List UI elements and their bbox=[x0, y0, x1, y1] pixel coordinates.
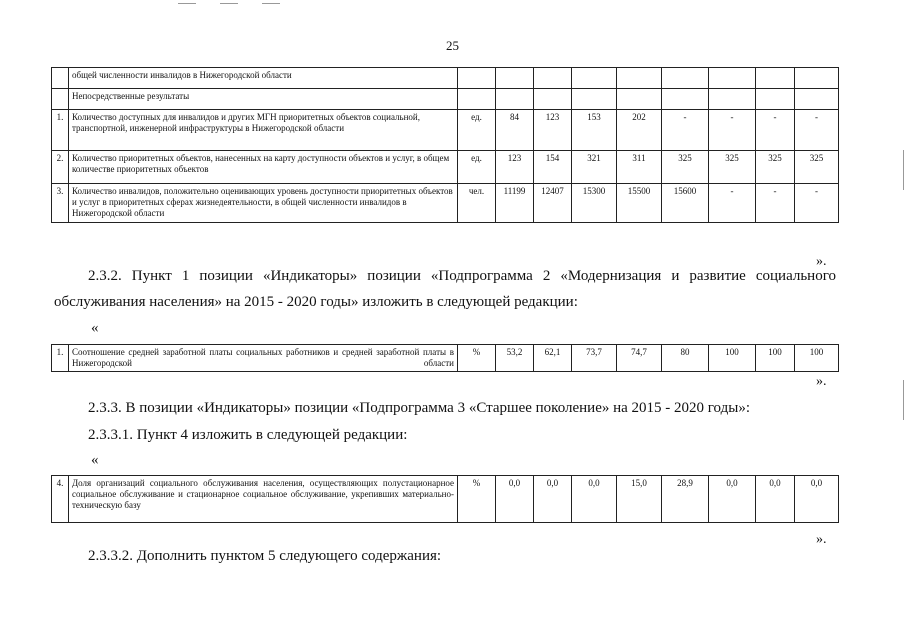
value-cell: 15600 bbox=[662, 184, 709, 223]
indicator-name: Количество инвалидов, положительно оценивающих уровень доступности приоритетных объектов и услуг в приоритетных сферах жизнедеятельности, в общей численности инвалидов в Нижегородской области bbox=[69, 184, 458, 223]
opening-quote: « bbox=[91, 320, 99, 336]
unit-cell: ед. bbox=[458, 151, 496, 184]
value-cell bbox=[496, 68, 534, 89]
value-cell: 74,7 bbox=[617, 345, 662, 372]
value-cell: 325 bbox=[709, 151, 756, 184]
value-cell: 15500 bbox=[617, 184, 662, 223]
closing-quote: ». bbox=[816, 374, 827, 389]
value-cell: 100 bbox=[756, 345, 795, 372]
value-cell: 0,0 bbox=[496, 476, 534, 523]
value-cell bbox=[617, 89, 662, 110]
value-cell: 123 bbox=[496, 151, 534, 184]
paragraph-2-3-2-line2: обслуживания населения» на 2015 - 2020 годы» изложить в следующей редакции: bbox=[54, 294, 578, 310]
indicators-table-3 bbox=[51, 475, 839, 523]
scan-mark bbox=[903, 150, 904, 190]
table-row bbox=[52, 345, 839, 372]
paragraph-2-3-3-2: 2.3.3.2. Дополнить пунктом 5 следующего содержания: bbox=[88, 548, 442, 564]
row-number: 1. bbox=[52, 110, 69, 151]
indicator-name: Соотношение средней заработной платы социальных работников и средней заработной платы в Нижегородской области bbox=[69, 345, 458, 372]
row-number: 3. bbox=[52, 184, 69, 223]
table-row bbox=[52, 151, 839, 184]
page-number: 25 bbox=[446, 38, 459, 53]
paragraph-2-3-3-1: 2.3.3.1. Пункт 4 изложить в следующей редакции: bbox=[88, 427, 408, 443]
value-cell: - bbox=[756, 184, 795, 223]
value-cell bbox=[709, 89, 756, 110]
value-cell bbox=[534, 89, 572, 110]
indicator-name: общей численности инвалидов в Нижегородской области bbox=[69, 68, 458, 89]
value-cell: 153 bbox=[572, 110, 617, 151]
value-cell: 80 bbox=[662, 345, 709, 372]
value-cell: 53,2 bbox=[496, 345, 534, 372]
value-cell: 325 bbox=[795, 151, 839, 184]
value-cell: 325 bbox=[662, 151, 709, 184]
indicator-name: Непосредственные результаты bbox=[69, 89, 458, 110]
value-cell bbox=[662, 89, 709, 110]
value-cell bbox=[756, 89, 795, 110]
value-cell bbox=[617, 68, 662, 89]
value-cell: 12407 bbox=[534, 184, 572, 223]
value-cell bbox=[534, 68, 572, 89]
value-cell: 0,0 bbox=[572, 476, 617, 523]
unit-cell: % bbox=[458, 345, 496, 372]
unit-cell: чел. bbox=[458, 184, 496, 223]
value-cell: 15300 bbox=[572, 184, 617, 223]
value-cell bbox=[572, 89, 617, 110]
value-cell: 73,7 bbox=[572, 345, 617, 372]
value-cell: 321 bbox=[572, 151, 617, 184]
opening-quote: « bbox=[91, 452, 99, 468]
value-cell: 0,0 bbox=[756, 476, 795, 523]
row-number bbox=[52, 68, 69, 89]
value-cell: 123 bbox=[534, 110, 572, 151]
value-cell: 62,1 bbox=[534, 345, 572, 372]
indicators-table-1 bbox=[51, 67, 839, 223]
closing-quote: ». bbox=[816, 532, 827, 547]
value-cell bbox=[756, 68, 795, 89]
indicator-name: Доля организаций социального обслуживания населения, осуществляющих полустационарное социальное обслуживание и стационарное социальное обслуживание, укрепивших материально-техническую базу bbox=[69, 476, 458, 523]
table-row bbox=[52, 476, 839, 523]
value-cell: 28,9 bbox=[662, 476, 709, 523]
value-cell: - bbox=[709, 110, 756, 151]
value-cell: 0,0 bbox=[534, 476, 572, 523]
value-cell: 15,0 bbox=[617, 476, 662, 523]
value-cell bbox=[496, 89, 534, 110]
row-number: 4. bbox=[52, 476, 69, 523]
table-row bbox=[52, 184, 839, 223]
value-cell: 311 bbox=[617, 151, 662, 184]
value-cell: 100 bbox=[709, 345, 756, 372]
value-cell: 202 bbox=[617, 110, 662, 151]
table-row bbox=[52, 89, 839, 110]
unit-cell: ед. bbox=[458, 110, 496, 151]
value-cell: 154 bbox=[534, 151, 572, 184]
scan-mark bbox=[903, 380, 904, 420]
indicator-name: Количество доступных для инвалидов и других МГН приоритетных объектов социальной, транспортной, инженерной инфраструктуры в Нижегородской области bbox=[69, 110, 458, 151]
value-cell: - bbox=[795, 110, 839, 151]
scan-mark bbox=[262, 3, 280, 4]
row-number: 1. bbox=[52, 345, 69, 372]
indicators-table-2 bbox=[51, 344, 839, 372]
paragraph-2-3-3: 2.3.3. В позиции «Индикаторы» позиции «Подпрограмма 3 «Старшее поколение» на 2015 - 2020 годы»: bbox=[88, 400, 751, 416]
row-number bbox=[52, 89, 69, 110]
value-cell bbox=[709, 68, 756, 89]
value-cell: 0,0 bbox=[709, 476, 756, 523]
value-cell bbox=[662, 68, 709, 89]
row-number: 2. bbox=[52, 151, 69, 184]
value-cell: - bbox=[795, 184, 839, 223]
scan-mark bbox=[220, 3, 238, 4]
paragraph-2-3-2-line1: 2.3.2. Пункт 1 позиции «Индикаторы» позиции «Подпрограмма 2 «Модернизация и развитие социального bbox=[88, 268, 836, 284]
value-cell: - bbox=[709, 184, 756, 223]
value-cell: 11199 bbox=[496, 184, 534, 223]
value-cell: - bbox=[756, 110, 795, 151]
indicator-name: Количество приоритетных объектов, нанесенных на карту доступности объектов и услуг, в общем количестве приоритетных объектов bbox=[69, 151, 458, 184]
unit-cell bbox=[458, 68, 496, 89]
table-row bbox=[52, 68, 839, 89]
value-cell: 325 bbox=[756, 151, 795, 184]
unit-cell: % bbox=[458, 476, 496, 523]
value-cell: 0,0 bbox=[795, 476, 839, 523]
value-cell bbox=[572, 68, 617, 89]
value-cell: 84 bbox=[496, 110, 534, 151]
scan-mark bbox=[178, 3, 196, 4]
value-cell bbox=[795, 68, 839, 89]
table-row bbox=[52, 110, 839, 151]
value-cell bbox=[795, 89, 839, 110]
value-cell: - bbox=[662, 110, 709, 151]
closing-quote: ». bbox=[816, 254, 827, 269]
unit-cell bbox=[458, 89, 496, 110]
value-cell: 100 bbox=[795, 345, 839, 372]
